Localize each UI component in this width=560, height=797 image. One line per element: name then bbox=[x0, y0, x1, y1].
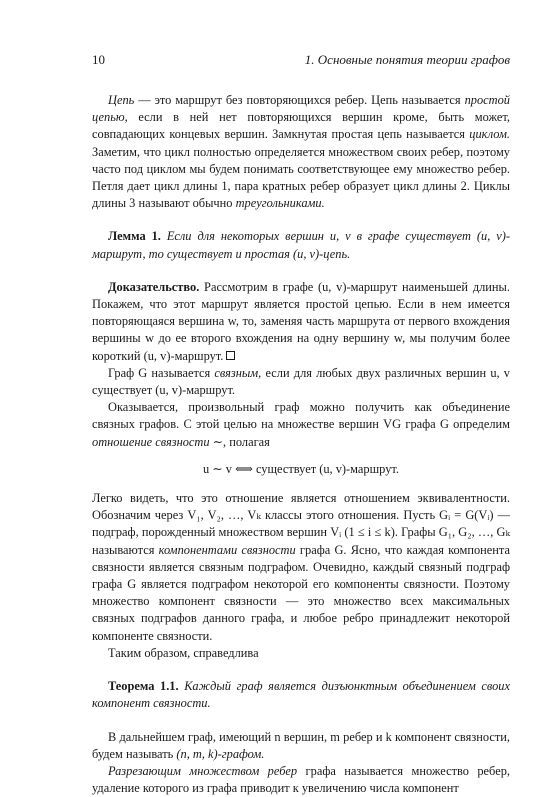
proof-text: Рассмотрим в графе (u, v)-маршрут наименьшей длины. Покажем, что этот маршрут является простой цепью. Если в нем имеется повторяющаяся вершина w, то, заменяя часть маршрута от первого вхождения вершины w до ее второго вхождения на одну вершину w, мы получим более короткий (u, v)-маршрут. bbox=[92, 279, 510, 363]
page-body bbox=[92, 92, 510, 797]
theorem-text: Каждый граф является дизъюнктным объединением своих компонент связности. bbox=[92, 679, 510, 711]
paragraph-cut-set: Разрезающим множеством ребер графа называется множество ребер, удаление которого из графа приводит к увеличению числа компонент bbox=[92, 763, 510, 796]
lemma-label: Лемма 1. bbox=[108, 229, 161, 244]
proof-label: Доказательство. bbox=[108, 279, 200, 294]
paragraph-connectivity-relation: Оказывается, произвольный граф можно получить как объединение связных графов. С этой целью на множестве вершин VG графа G определим отношение связности ∼, полагая bbox=[92, 400, 510, 449]
lemma bbox=[92, 228, 510, 262]
formula-equivalence: u ∼ v ⟺ существует (u, v)-маршрут. bbox=[203, 461, 399, 476]
paragraph-thus: Таким образом, справедлива bbox=[108, 645, 259, 660]
theorem bbox=[92, 678, 510, 712]
qed-square-icon bbox=[226, 351, 235, 360]
paragraph-chain-definition: Цепь — это маршрут без повторяющихся ребер. Цепь называется простой цепью, если в ней нет повторяющихся вершин кроме, быть может, совпадающих концевых вершин. Замкнутая простая цепь называется циклом. Заметим, что цикл полностью определяется множеством своих ребер, поэтому часто под циклом мы будем понимать соответствующее ему множество ребер. Петля дает цикл длины 1, пара кратных ребер образует цикл длины 2. Циклы длины 3 называют обычно треугольниками. bbox=[92, 93, 510, 211]
running-header bbox=[92, 52, 510, 68]
chapter-title: 1. Основные понятия теории графов bbox=[304, 52, 510, 67]
paragraph-nmk-graph: В дальнейшем граф, имеющий n вершин, m ребер и k компонент связности, будем называть (n, m, k)-графом. bbox=[92, 729, 510, 761]
page-number: 10 bbox=[92, 52, 105, 67]
paragraph-connected-graph: Граф G называется связным, если для любых двух различных вершин u, v существует (u, v)-маршрут. bbox=[92, 365, 511, 398]
proof bbox=[92, 279, 510, 365]
paragraph-components: Легко видеть, что это отношение является отношением эквивалентности. Обозначим через V₁, V₂, …, Vₖ классы этого отношения. Пусть Gᵢ = G(Vᵢ) — подграф, порожденный множеством вершин Vᵢ (1 ≤ i ≤ k). Графы G₁, G₂, …, Gₖ называются компонентами связности графа G. Ясно, что каждая компонента связности является связным подграфом. Очевидно, каждый связный подграф графа G является подграфом некоторой его компоненты связности. Поэтому множество компонент связности — это множество всех максимальных связных подграфов данного графа, и любое ребро принадлежит некоторой компоненте связности. bbox=[92, 491, 510, 643]
lemma-text: Если для некоторых вершин u, v в графе существует (u, v)-маршрут, то существует и простая (u, v)-цепь. bbox=[92, 229, 510, 261]
theorem-label: Теорема 1.1. bbox=[108, 679, 179, 694]
